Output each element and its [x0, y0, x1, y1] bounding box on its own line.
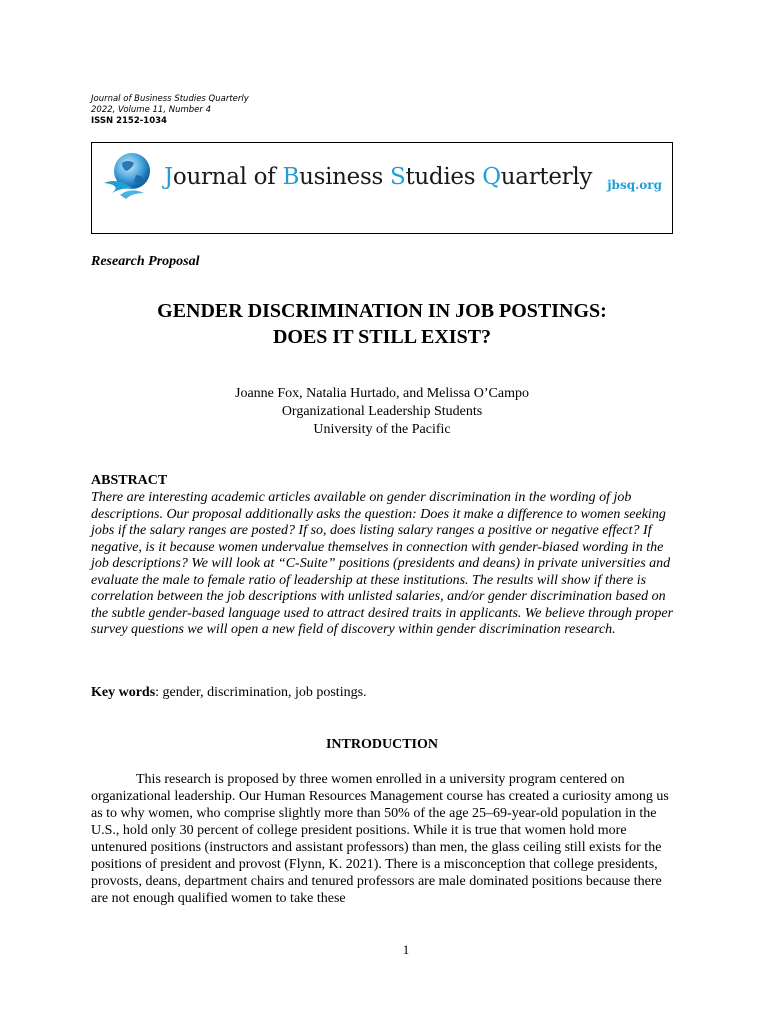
globe-icon	[102, 149, 158, 205]
abstract-body: There are interesting academic articles available on gender discrimination in the wording of job descriptions. Our proposal additionally asks the question: Does it make a difference to women seeking jobs if the salary ranges are posted? If so, does listing salary ranges a positive or negative effect? If negative, is it because women undervalue themselves in connection with gender-biased wording in the job descriptions? We will look at “C-Suite” positions (presidents and deans) in private universities and evaluate the male to female ratio of leadership at these institutions. The results will show if there is correlation between the job descriptions with unlisted salaries, and/or gender discrimination based on the subtle gender-based language used to attract desired traits in applicants. We believe through proper survey questions we will open a new field of discovery within gender discrimination research.	[91, 490, 674, 637]
keywords-line	[91, 685, 367, 701]
journal-issn: ISSN 2152-1034	[91, 116, 167, 126]
journal-header	[91, 94, 249, 127]
journal-name: Journal of Business Studies Quarterly	[91, 94, 249, 104]
paper-title-line2: DOES IT STILL EXIST?	[272, 326, 492, 348]
journal-url-link[interactable]: jbsq.org	[607, 178, 662, 192]
banner-title: Journal of Business Studies Quarterly	[164, 164, 593, 190]
page-number: 1	[402, 942, 410, 957]
journal-banner	[91, 142, 673, 234]
introduction-heading: INTRODUCTION	[325, 737, 438, 752]
author-block	[91, 385, 673, 439]
abstract-heading: ABSTRACT	[91, 473, 168, 488]
keywords-label: Key words	[91, 685, 156, 700]
paper-type-label: Research Proposal	[91, 254, 200, 269]
author-role: Organizational Leadership Students	[281, 404, 483, 419]
author-institution: University of the Pacific	[313, 422, 451, 437]
introduction-body: This research is proposed by three women enrolled in a university program centered on organizational leadership. Our Human Resources Management course has created a curiosity among us as to why women, who comprise slightly more than 50% of the age 25–69-year-old population in the U.S., hold only 30 percent of college president positions. While it is true that women hold more untenured positions (instructors and assistant professors) than men, the glass ceiling still exists for the positions of president and provost (Flynn, K. 2021). There is a misconception that college presidents, provosts, deans, department chairs and tenured professors are male dominated positions because there are not enough qualified women to take these	[91, 772, 669, 906]
keywords-values: : gender, discrimination, job postings.	[155, 685, 367, 700]
journal-volume: 2022, Volume 11, Number 4	[91, 105, 211, 115]
paper-title	[91, 298, 673, 350]
paper-title-line1: GENDER DISCRIMINATION IN JOB POSTINGS:	[157, 300, 607, 322]
author-names: Joanne Fox, Natalia Hurtado, and Melissa O’Campo	[235, 386, 529, 401]
